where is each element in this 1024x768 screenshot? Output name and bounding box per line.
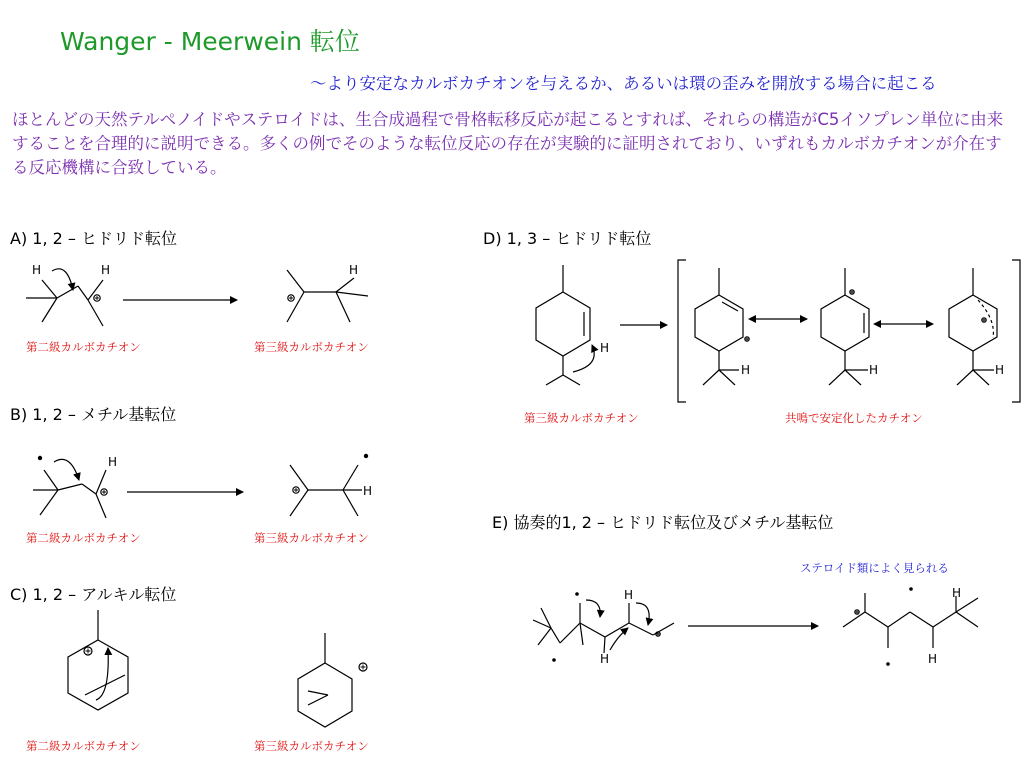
label-c-right: 第三級カルボカチオン bbox=[254, 739, 369, 753]
scheme-c-product bbox=[298, 633, 367, 727]
h-e1: H bbox=[624, 588, 634, 602]
scheme-e-reactant bbox=[533, 600, 674, 653]
label-a-right: 第三級カルボカチオン bbox=[254, 340, 369, 354]
h-e3: H bbox=[952, 586, 962, 600]
scheme-a-reactant bbox=[26, 269, 103, 326]
h-b1: H bbox=[108, 455, 118, 469]
label-d-left: 第三級カルボカチオン bbox=[524, 411, 639, 425]
section-c-title: C) 1, 2 – アルキル転位 bbox=[10, 585, 177, 604]
h-a3: H bbox=[349, 263, 359, 277]
scheme-e-product bbox=[843, 593, 978, 648]
section-e-title: E) 協奏的1, 2 – ヒドリド転位及びメチル基転位 bbox=[492, 513, 834, 532]
h-d1: H bbox=[600, 341, 610, 355]
note-e: ステロイド類によく見られる bbox=[800, 561, 949, 575]
scheme-b-reactant bbox=[33, 459, 107, 518]
bracket-right bbox=[1012, 260, 1020, 402]
h-a1: H bbox=[32, 263, 42, 277]
electron-dots bbox=[38, 454, 913, 666]
label-b-left: 第二級カルボカチオン bbox=[26, 531, 141, 545]
scheme-d-reactant bbox=[536, 265, 594, 385]
scheme-b-product bbox=[290, 465, 362, 516]
page-title: Wanger - Meerwein 転位 bbox=[60, 27, 360, 56]
h-d4: H bbox=[995, 363, 1005, 377]
h-a2: H bbox=[101, 263, 111, 277]
h-d3: H bbox=[869, 363, 879, 377]
page-subtitle: 〜より安定なカルボカチオンを与えるか、あるいは環の歪みを開放する場合に起こる bbox=[310, 74, 937, 93]
scheme-c-reactant bbox=[68, 610, 128, 710]
label-c-left: 第二級カルボカチオン bbox=[26, 739, 141, 753]
intro-paragraph: ほとんどの天然テルペノイドやステロイドは、生合成過程で骨格転移反応が起こるとすれば、それらの構造がC5イソプレン単位に由来することを合理的に説明できる。多くの例でそのような転位反応の存在が実験的に証明されており、いずれもカルボカチオンが介在する反応機構に合致している。 bbox=[12, 110, 1004, 177]
label-b-right: 第三級カルボカチオン bbox=[254, 531, 369, 545]
label-d-right: 共鳴で安定化したカチオン bbox=[785, 411, 923, 425]
scheme-d-resonance-2 bbox=[821, 268, 869, 385]
section-b-title: B) 1, 2 – メチル基転位 bbox=[10, 405, 177, 424]
h-d2: H bbox=[741, 363, 751, 377]
scheme-a-product bbox=[287, 270, 368, 322]
bracket-left bbox=[678, 260, 686, 402]
scheme-d-resonance-3 bbox=[949, 268, 997, 385]
h-e4: H bbox=[928, 652, 938, 666]
h-b2: H bbox=[363, 484, 373, 498]
h-e2: H bbox=[600, 652, 610, 666]
section-a-title: A) 1, 2 – ヒドリド転位 bbox=[10, 229, 177, 248]
label-a-left: 第二級カルボカチオン bbox=[26, 340, 141, 354]
section-d-title: D) 1, 3 – ヒドリド転位 bbox=[483, 229, 652, 248]
